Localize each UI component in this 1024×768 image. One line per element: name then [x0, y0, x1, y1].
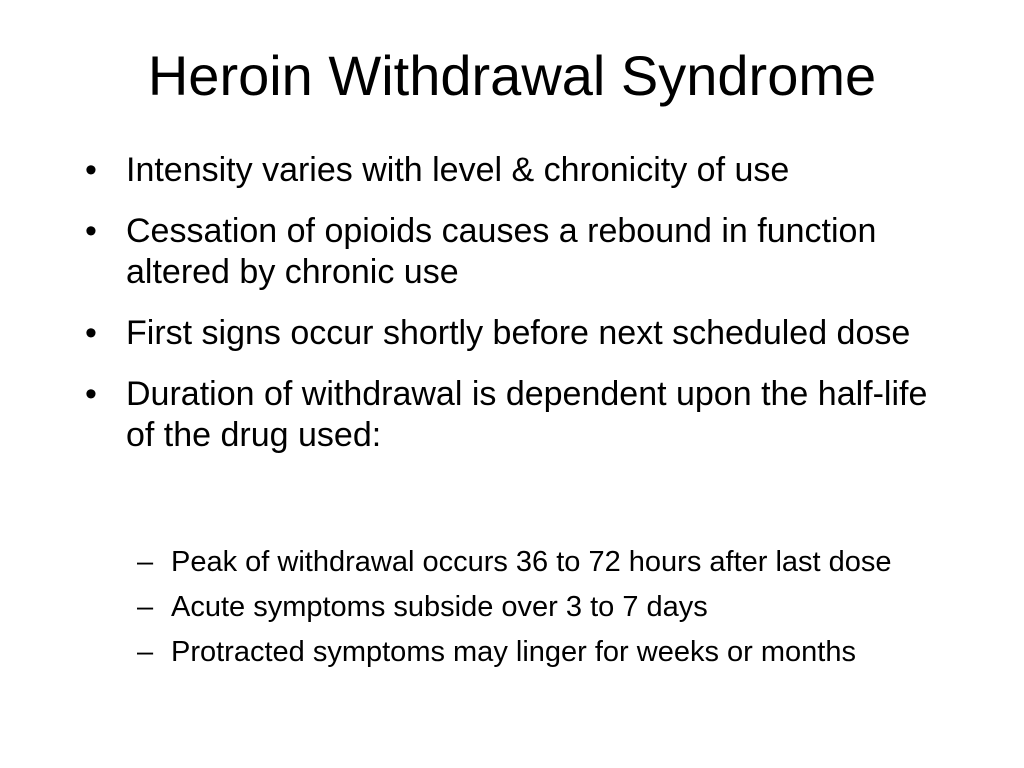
bullet-text: Cessation of opioids causes a rebound in function altered by chronic use	[126, 212, 877, 291]
bullet-item	[85, 211, 965, 293]
sub-bullet-item	[137, 545, 967, 580]
sub-bullet-marker: –	[137, 546, 154, 578]
bullet-marker: •	[85, 151, 97, 189]
bullet-item	[85, 150, 965, 191]
sub-bullet-text: Protracted symptoms may linger for weeks or months	[171, 636, 856, 668]
bullet-marker: •	[85, 212, 97, 250]
bullet-text: Intensity varies with level & chronicity of use	[126, 151, 790, 189]
sub-bullet-list	[137, 545, 967, 680]
bullet-text: Duration of withdrawal is dependent upon the half-life of the drug used:	[126, 375, 928, 454]
bullet-item	[85, 313, 965, 354]
bullet-marker: •	[85, 314, 97, 352]
bullet-text: First signs occur shortly before next scheduled dose	[126, 314, 911, 352]
sub-bullet-marker: –	[137, 591, 154, 623]
bullet-list	[85, 150, 965, 476]
sub-bullet-item	[137, 590, 967, 625]
bullet-item	[85, 374, 965, 456]
bullet-marker: •	[85, 375, 97, 413]
sub-bullet-text: Peak of withdrawal occurs 36 to 72 hours after last dose	[171, 546, 892, 578]
slide-title: Heroin Withdrawal Syndrome	[147, 44, 877, 107]
sub-bullet-text: Acute symptoms subside over 3 to 7 days	[171, 591, 708, 623]
sub-bullet-marker: –	[137, 636, 154, 668]
sub-bullet-item	[137, 635, 967, 670]
